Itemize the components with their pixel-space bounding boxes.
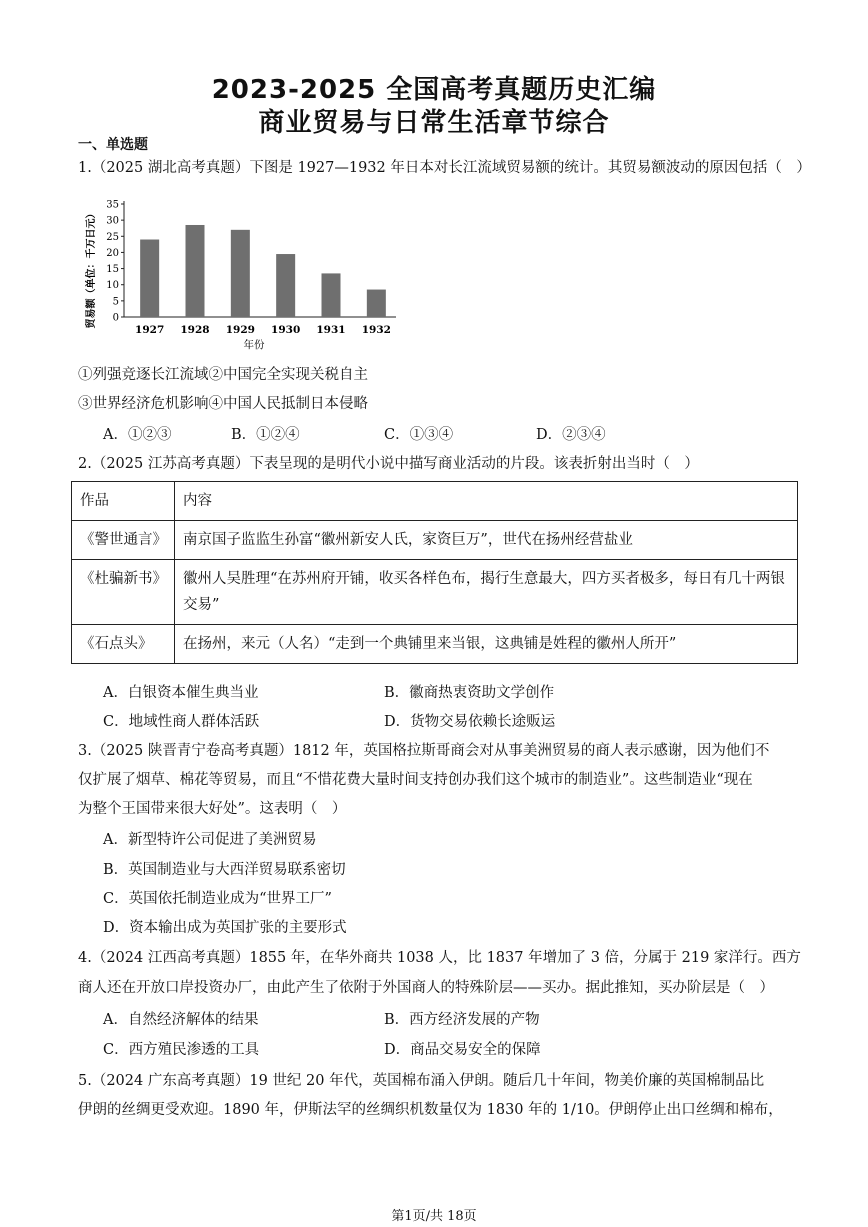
q3-stem-2: 仅扩展了烟草、棉花等贸易，而且“不惜花费大量时间支持创办我们这个城市的制造业”。这些制造业“现在 <box>78 772 753 788</box>
y-tick-label: 15 <box>106 264 119 276</box>
x-tick-label: 1931 <box>316 324 346 336</box>
table-row <box>72 625 798 664</box>
bar-1932 <box>367 290 386 317</box>
q3-stem-1: 3.（2025 陕晋青宁卷高考真题）1812 年，英国格拉斯哥商会对从事美洲贸易的商人表示感谢，因为他们不 <box>78 743 770 759</box>
q4-option-c: C．西方殖民渗透的工具 <box>103 1042 260 1058</box>
bar-1928 <box>186 225 205 317</box>
q4-stem-1: 4.（2024 江西高考真题）1855 年，在华外商共 1038 人，比 1837 年增加了 3 倍，分属于 219 家洋行。西方 <box>78 950 801 966</box>
bar-1931 <box>322 273 341 317</box>
table-cell-content: 在扬州，来元（人名）“走到一个典铺里来当银，这典铺是姓程的徽州人所开” <box>175 625 798 664</box>
table-header-work: 作品 <box>72 482 175 521</box>
q1-option-b: B．①②④ <box>231 427 300 443</box>
q1-option-d: D．②③④ <box>536 427 606 443</box>
q3-stem-3: 为整个王国带来很大好处”。这表明（ ） <box>78 801 347 817</box>
y-tick-label: 35 <box>106 199 119 211</box>
page-title-line1: 2023-2025 全国高考真题历史汇编 <box>211 75 657 105</box>
trade-bar-chart <box>82 190 402 355</box>
q3-option-c: C．英国依托制造业成为“世界工厂” <box>103 891 332 907</box>
q1-option-c: C．①③④ <box>384 427 454 443</box>
y-axis-label: 贸易额（单位：千万日元） <box>86 208 97 329</box>
x-tick-label: 1927 <box>135 324 165 336</box>
y-tick-label: 10 <box>106 280 119 292</box>
q5-stem-1: 5.（2024 广东高考真题）19 世纪 20 年代，英国棉布涌入伊朗。随后几十年间，物美价廉的英国棉制品比 <box>78 1073 765 1089</box>
section-heading: 一、单选题 <box>78 137 148 153</box>
y-tick-label: 20 <box>106 247 119 259</box>
bar-1927 <box>140 240 159 317</box>
q4-stem-2: 商人还在开放口岸投资办厂，由此产生了依附于外国商人的特殊阶层——买办。据此推知，买办阶层是（ ） <box>78 980 774 996</box>
q3-option-a: A．新型特许公司促进了美洲贸易 <box>103 832 317 848</box>
table-cell-work: 《石点头》 <box>72 625 175 664</box>
table-row <box>72 521 798 560</box>
q2-table <box>71 481 798 664</box>
q4-option-a: A．自然经济解体的结果 <box>103 1012 259 1028</box>
q3-option-d: D．资本输出成为英国扩张的主要形式 <box>103 920 347 936</box>
q2-option-a: A．白银资本催生典当业 <box>103 685 259 701</box>
y-tick-label: 30 <box>106 215 119 227</box>
q2-option-c: C．地域性商人群体活跃 <box>103 714 260 730</box>
x-tick-label: 1929 <box>225 324 255 336</box>
x-tick-label: 1932 <box>361 324 391 336</box>
q4-option-b: B．西方经济发展的产物 <box>384 1012 540 1028</box>
y-tick-label: 5 <box>112 296 119 308</box>
q3-option-b: B．英国制造业与大西洋贸易联系密切 <box>103 862 346 878</box>
table-row <box>72 560 798 625</box>
q1-option-a: A．①②③ <box>103 427 172 443</box>
page-footer: 第1页/共 18页 <box>391 1209 477 1224</box>
table-cell-content: 徽州人吴胜理“在苏州府开铺，收买各样色布，揭行生意最大，四方买者极多，每日有几十两银交易” <box>175 560 798 625</box>
q1-statements-2: ③世界经济危机影响④中国人民抵制日本侵略 <box>78 396 368 412</box>
y-tick-label: 0 <box>112 312 119 324</box>
bar-1929 <box>231 230 250 317</box>
x-tick-label: 1928 <box>180 324 210 336</box>
table-cell-work: 《警世通言》 <box>72 521 175 560</box>
page-title-line2: 商业贸易与日常生活章节综合 <box>258 108 610 138</box>
q1-statements-1: ①列强竞逐长江流域②中国完全实现关税自主 <box>78 367 368 383</box>
q5-stem-2: 伊朗的丝绸更受欢迎。1890 年，伊斯法罕的丝绸织机数量仅为 1830 年的 1/10。伊朗停止出口丝绸和棉布， <box>78 1102 783 1118</box>
x-tick-label: 1930 <box>271 324 301 336</box>
table-header-row <box>72 482 798 521</box>
q2-option-b: B．徽商热衷资助文学创作 <box>384 685 555 701</box>
x-axis-label: 年份 <box>243 339 265 351</box>
bar-1930 <box>276 254 295 317</box>
q2-option-d: D．货物交易依赖长途贩运 <box>384 714 556 730</box>
table-cell-work: 《杜骗新书》 <box>72 560 175 625</box>
table-cell-content: 南京国子监监生孙富“徽州新安人氏，家资巨万”，世代在扬州经营盐业 <box>175 521 798 560</box>
q1-stem: 1.（2025 湖北高考真题）下图是 1927—1932 年日本对长江流域贸易额的统计。其贸易额波动的原因包括（ ） <box>78 160 811 176</box>
y-tick-label: 25 <box>106 231 119 243</box>
table-header-content: 内容 <box>175 482 798 521</box>
q2-stem: 2.（2025 江苏高考真题）下表呈现的是明代小说中描写商业活动的片段。该表折射出当时（ ） <box>78 456 699 472</box>
q4-option-d: D．商品交易安全的保障 <box>384 1042 541 1058</box>
